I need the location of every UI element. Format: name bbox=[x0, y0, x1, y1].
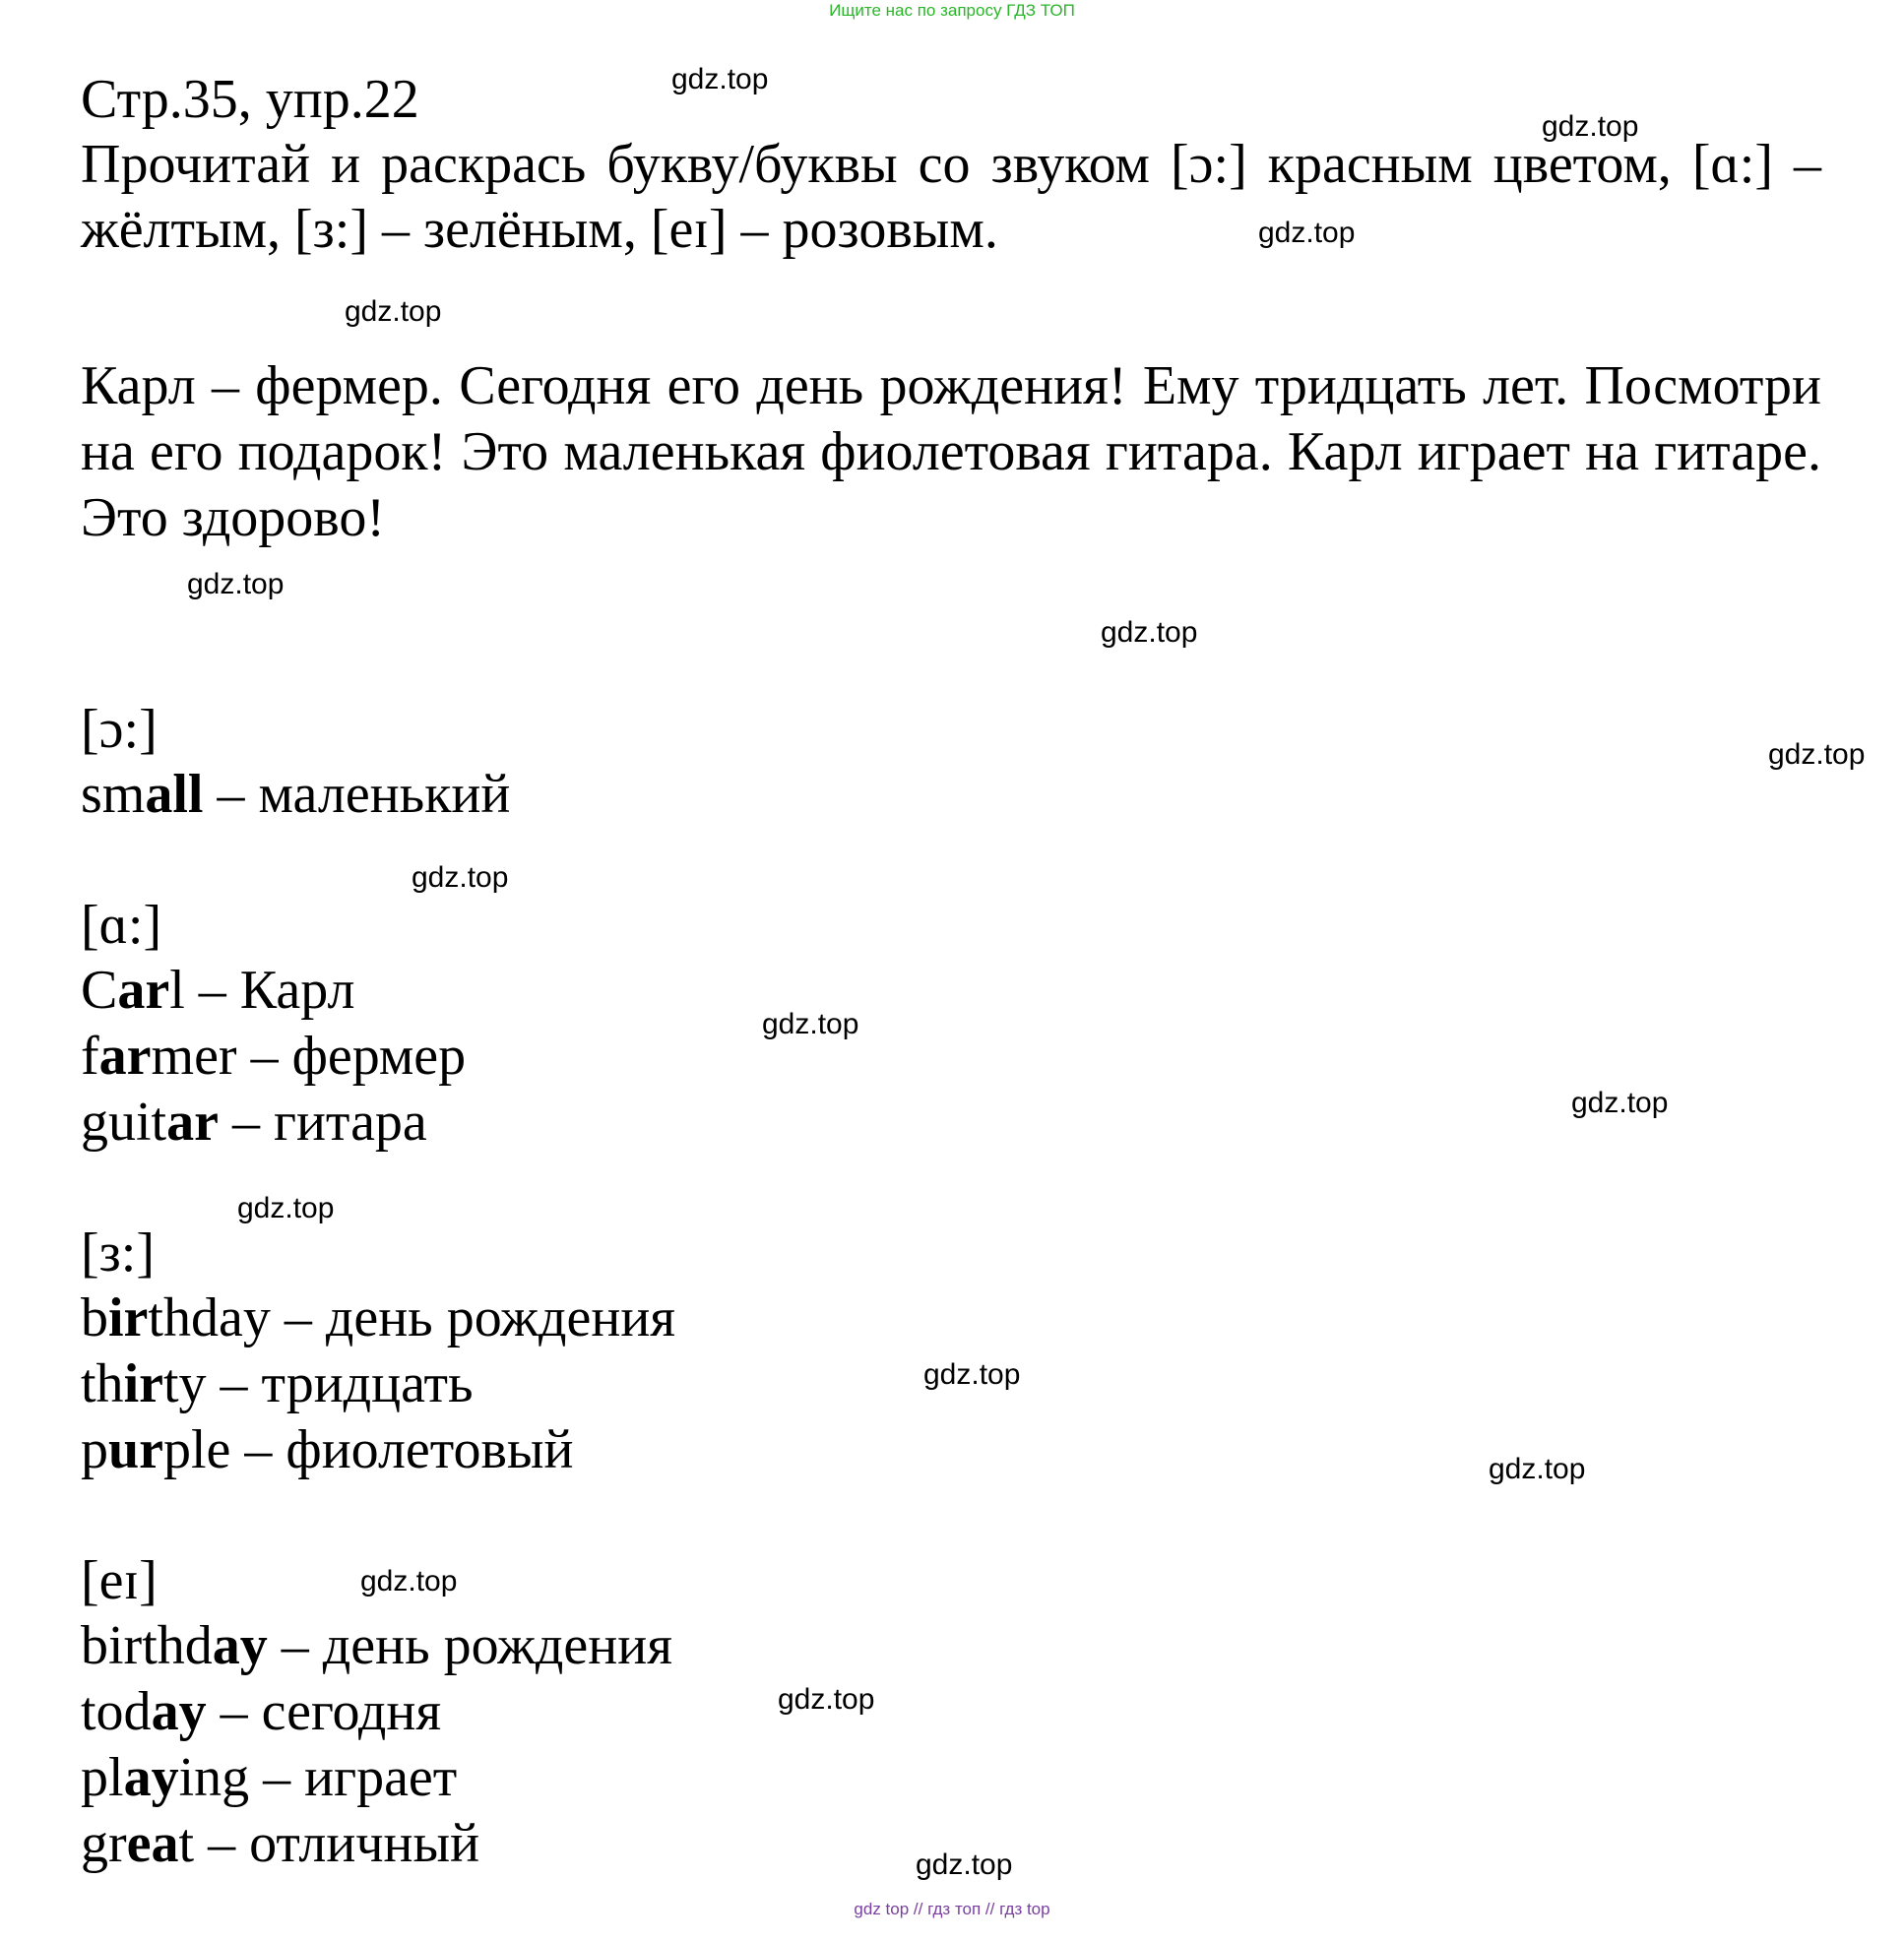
word-translation: – отличный bbox=[194, 1813, 480, 1874]
instruction-text: Прочитай и раскрась букву/буквы со звуком [ɔ:] красным цветом, [ɑ:] – жёлтым, [з:] – зелёным, [eɪ] – розовым. bbox=[81, 134, 1821, 260]
word-part: gr bbox=[81, 1813, 127, 1874]
word-row bbox=[81, 762, 1821, 828]
word-part: f bbox=[81, 1026, 99, 1087]
watermark: gdz.top bbox=[187, 568, 285, 600]
watermark: gdz.top bbox=[778, 1683, 875, 1716]
word-translation: – день рождения bbox=[267, 1615, 672, 1676]
word-row bbox=[81, 1613, 1821, 1679]
watermark: gdz.top bbox=[360, 1565, 458, 1597]
watermark: gdz.top bbox=[916, 1848, 1013, 1881]
word-part: sm bbox=[81, 764, 146, 825]
watermark: gdz.top bbox=[1101, 616, 1198, 649]
word-highlight: ir bbox=[123, 1353, 163, 1414]
word-row bbox=[81, 1745, 1821, 1811]
word-part: ple bbox=[163, 1419, 231, 1480]
word-highlight: ar bbox=[117, 960, 170, 1021]
watermark: gdz.top bbox=[412, 861, 509, 894]
sound-symbol: [ɔ:] bbox=[81, 699, 158, 760]
word-part: mer bbox=[151, 1026, 237, 1087]
watermark: gdz.top bbox=[1258, 217, 1356, 249]
word-part: b bbox=[81, 1287, 108, 1348]
sound-symbol: [eɪ] bbox=[81, 1550, 158, 1611]
watermark: gdz.top bbox=[762, 1008, 859, 1040]
word-translation: – гитара bbox=[218, 1092, 427, 1153]
word-highlight: ar bbox=[98, 1026, 152, 1087]
word-translation: – Карл bbox=[184, 960, 355, 1021]
word-part: t bbox=[178, 1813, 195, 1874]
sound-group bbox=[81, 1221, 1821, 1483]
word-part: ty bbox=[162, 1353, 207, 1414]
word-part: p bbox=[81, 1419, 108, 1480]
word-part: pl bbox=[81, 1747, 124, 1808]
sound-symbol: [ɑ:] bbox=[81, 895, 162, 956]
word-row bbox=[81, 1285, 1821, 1351]
word-translation: – сегодня bbox=[206, 1681, 442, 1742]
watermark: gdz.top bbox=[671, 63, 769, 95]
word-row bbox=[81, 1090, 1821, 1156]
story-text: Карл – фермер. Сегодня его день рождения! Ему тридцать лет. Посмотри на его подарок! Это маленькая фиолетовая гитара. Карл играет на гитаре. Это здорово! bbox=[81, 355, 1821, 548]
word-part: th bbox=[81, 1353, 124, 1414]
word-part: C bbox=[81, 960, 118, 1021]
word-highlight: ur bbox=[108, 1419, 163, 1480]
word-part: tod bbox=[81, 1681, 152, 1742]
watermark: gdz.top bbox=[1768, 738, 1866, 771]
sound-group bbox=[81, 893, 1821, 1156]
word-highlight: ay bbox=[212, 1615, 268, 1676]
word-highlight: ar bbox=[166, 1092, 219, 1153]
word-translation: – фиолетовый bbox=[230, 1419, 574, 1480]
word-row bbox=[81, 1024, 1821, 1090]
word-translation: – тридцать bbox=[206, 1353, 474, 1414]
sound-group bbox=[81, 1548, 1821, 1877]
word-row bbox=[81, 958, 1821, 1024]
word-part: guit bbox=[81, 1092, 167, 1153]
word-translation: – играет bbox=[249, 1747, 458, 1808]
word-part: thday bbox=[148, 1287, 271, 1348]
watermark: gdz.top bbox=[1571, 1087, 1669, 1119]
word-part: l bbox=[169, 960, 185, 1021]
watermark: gdz.top bbox=[923, 1358, 1021, 1391]
word-translation: – фермер bbox=[236, 1026, 467, 1087]
watermark: gdz.top bbox=[1489, 1453, 1586, 1485]
bottom-banner-link[interactable]: gdz top // гдз топ // гдз top bbox=[854, 1900, 1050, 1918]
word-part: ing bbox=[178, 1747, 250, 1808]
word-row bbox=[81, 1679, 1821, 1745]
sound-group bbox=[81, 697, 1821, 828]
watermark: gdz.top bbox=[345, 295, 442, 328]
word-highlight: ea bbox=[126, 1813, 179, 1874]
sound-groups bbox=[81, 697, 1821, 1877]
word-translation: – день рождения bbox=[270, 1287, 676, 1348]
word-highlight: ir bbox=[108, 1287, 149, 1348]
watermark: gdz.top bbox=[237, 1192, 335, 1224]
word-translation: – маленький bbox=[203, 764, 511, 825]
page-title: Стр.35, упр.22 bbox=[81, 69, 419, 130]
word-highlight: ay bbox=[123, 1747, 179, 1808]
word-highlight: ay bbox=[151, 1681, 207, 1742]
sound-symbol: [з:] bbox=[81, 1222, 155, 1284]
exercise-content bbox=[81, 67, 1821, 1942]
word-part: birthd bbox=[81, 1615, 213, 1676]
top-banner-link[interactable]: Ищите нас по запросу ГДЗ ТОП bbox=[829, 1, 1075, 20]
word-highlight: all bbox=[145, 764, 204, 825]
watermark: gdz.top bbox=[1542, 110, 1639, 143]
